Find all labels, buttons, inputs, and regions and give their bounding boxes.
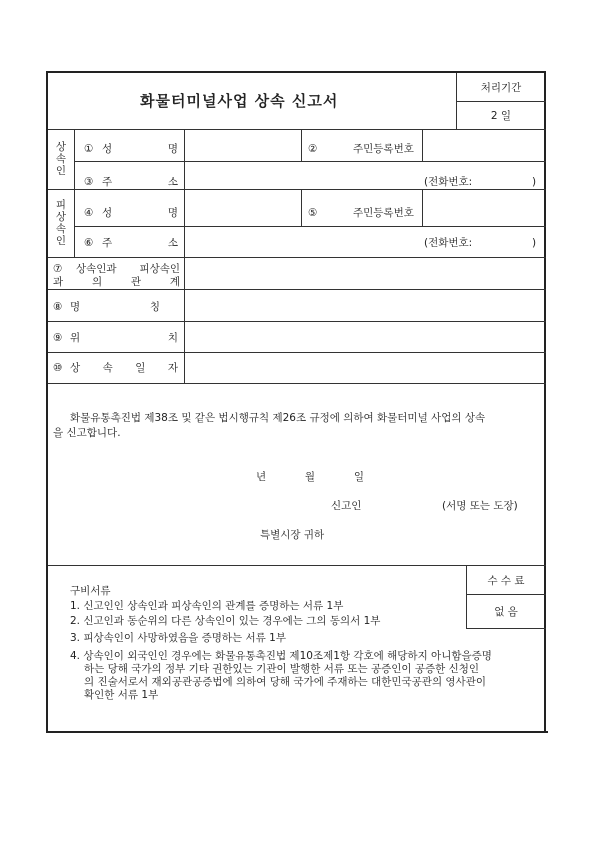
- attachments-list: [70, 585, 492, 702]
- location-field[interactable]: [185, 322, 546, 352]
- heir-rrn-field[interactable]: [423, 130, 546, 161]
- decedent-name-number: ④: [84, 207, 94, 219]
- decedent-section-label: 피 상 속 인: [55, 199, 67, 247]
- heir-address-field[interactable]: [185, 162, 546, 189]
- attachment-item: 4. 상속인이 외국인인 경우에는 화물유통촉진법 제10조제1항 각호에 해당하지 아니함을증명: [70, 650, 492, 662]
- statement-line-1: 화물유통촉진법 제38조 및 같은 법시행규칙 제26조 규정에 의하여 화물터미널 사업의 상속: [70, 412, 486, 424]
- location-number: ⑨: [53, 332, 63, 344]
- heir-section-label: 상 속 인: [55, 141, 67, 177]
- statement-line-2: 을 신고합니다.: [53, 427, 121, 439]
- inheritance-date-number: ⑩: [53, 362, 63, 374]
- attachment-item: 1. 신고인인 상속인과 피상속인의 관계를 증명하는 서류 1부: [70, 600, 344, 612]
- heir-address-label: 주 소: [102, 176, 178, 188]
- inheritance-date-label: 상 속 일 자: [70, 362, 178, 374]
- relation-label-line2: 과 의 관 계: [53, 276, 180, 288]
- business-name-field[interactable]: [185, 290, 546, 321]
- report-form: [46, 71, 546, 733]
- decedent-name-label: 성 명: [102, 207, 178, 219]
- attachment-item: 하는 당해 국가의 정부 기타 권한있는 기관이 발행한 서류 또는 공증인이 공증한 신청인: [84, 663, 480, 675]
- attachments-heading: 구비서류: [70, 585, 111, 597]
- heir-rrn-number: ②: [308, 143, 318, 155]
- signature-label[interactable]: (서명 또는 도장): [442, 500, 518, 512]
- relation-field[interactable]: [185, 258, 546, 289]
- decedent-address-field[interactable]: [185, 227, 546, 257]
- attachment-item: 의 진술서로서 재외공관공증법에 의하여 당해 국가에 주재하는 대한민국공관의 영사관이: [84, 676, 486, 688]
- heir-phone-close: ): [532, 176, 537, 188]
- attachment-item: 확인한 서류 1부: [84, 689, 159, 701]
- heir-phone-label: (전화번호:: [424, 176, 473, 188]
- location-label: 위 치: [70, 332, 178, 344]
- heir-name-number: ①: [84, 143, 94, 155]
- attachment-item: 3. 피상속인이 사망하였음을 증명하는 서류 1부: [70, 632, 286, 644]
- statement-date: 년 월 일: [256, 471, 364, 483]
- decedent-rrn-label: 주민등록번호: [353, 207, 414, 219]
- decedent-phone-close: ): [532, 237, 537, 249]
- attachment-item: 2. 신고인과 동순위의 다른 상속인이 있는 경우에는 그의 동의서 1부: [70, 615, 381, 627]
- fee-value: 없 음: [494, 606, 518, 618]
- business-name-number: ⑧: [53, 301, 63, 313]
- decedent-phone-label: (전화번호:: [424, 237, 473, 249]
- decedent-address-number: ⑥: [84, 237, 94, 249]
- relation-number: ⑦: [53, 263, 63, 275]
- processing-period-label: 처리기간: [480, 82, 522, 94]
- decedent-name-field[interactable]: [185, 190, 301, 226]
- heir-name-field[interactable]: [185, 130, 301, 161]
- inheritance-date-field[interactable]: [185, 353, 546, 383]
- addressee: 특별시장 귀하: [260, 529, 325, 541]
- form-border-shadow: [48, 731, 548, 733]
- heir-rrn-label: 주민등록번호: [353, 143, 414, 155]
- business-name-label: 명 칭: [70, 301, 160, 313]
- decedent-rrn-number: ⑤: [308, 207, 318, 219]
- decedent-address-label: 주 소: [102, 237, 178, 249]
- reporter-label: 신고인: [331, 500, 362, 512]
- relation-label-line1: 상속인과 피상속인: [76, 263, 180, 275]
- heir-address-number: ③: [84, 176, 94, 188]
- decedent-rrn-field[interactable]: [423, 190, 546, 226]
- processing-period-value: 2 일: [490, 110, 512, 122]
- fee-label: 수 수 료: [487, 575, 525, 587]
- form-title: 화물터미널사업 상속 신고서: [140, 92, 339, 110]
- heir-name-label: 성 명: [102, 143, 178, 155]
